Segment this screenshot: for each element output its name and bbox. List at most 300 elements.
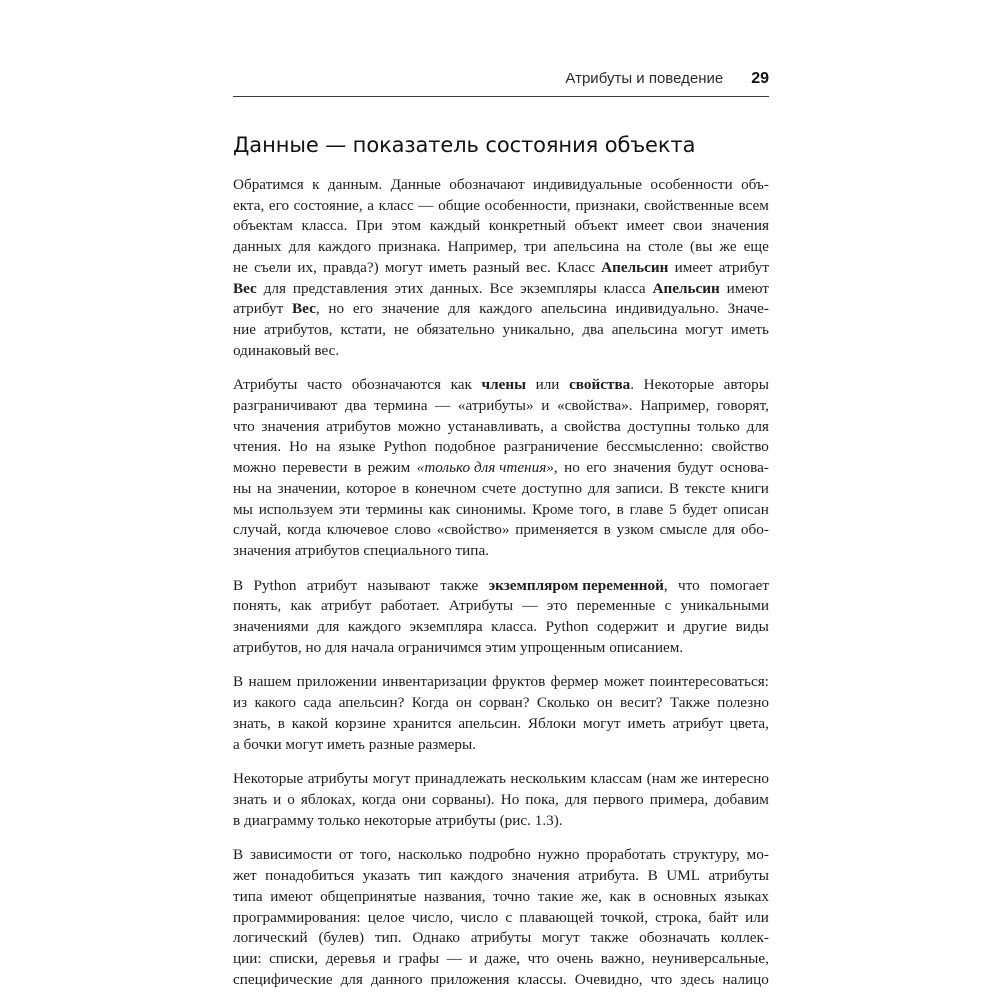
word: как <box>450 376 472 394</box>
text-line <box>233 735 769 756</box>
text-line <box>233 693 769 714</box>
text-line <box>233 790 769 811</box>
word: — <box>446 949 462 967</box>
word: В <box>647 867 658 885</box>
text-line <box>233 500 769 521</box>
word: или <box>745 908 769 926</box>
word: в <box>401 479 410 497</box>
word: целое <box>367 908 405 926</box>
word: же, <box>581 887 602 905</box>
word: счете <box>481 479 517 497</box>
word: даже, <box>484 949 521 967</box>
word: специального <box>363 541 456 559</box>
word: конкретный <box>488 217 566 235</box>
text-line <box>233 320 769 341</box>
word: (нам <box>646 770 677 788</box>
word: общие <box>438 196 481 214</box>
word: данных. <box>430 279 483 297</box>
word: что <box>678 576 700 594</box>
word: сорваны). <box>431 790 495 808</box>
word: значение <box>381 300 440 318</box>
word: доступны <box>627 417 691 435</box>
word: свойственные <box>643 196 734 214</box>
word: фермер <box>550 673 599 691</box>
word: данного <box>370 970 423 988</box>
word: фруктов <box>492 673 546 691</box>
word: того, <box>579 500 611 518</box>
word: каждого <box>450 867 504 885</box>
word: примера, <box>649 790 709 808</box>
paragraph <box>233 175 769 361</box>
word: могут <box>372 770 411 788</box>
word: данных <box>233 238 282 256</box>
word: В <box>233 576 244 594</box>
word: могут <box>384 258 423 276</box>
word: он <box>455 694 472 712</box>
word: апельсина <box>553 238 620 256</box>
word: признака. <box>378 238 441 256</box>
word: точкой, <box>600 908 648 926</box>
word: которое <box>346 479 397 497</box>
word: байт <box>708 908 738 926</box>
word: объект <box>574 217 618 235</box>
paragraph <box>233 375 769 561</box>
word: класс <box>378 196 414 214</box>
word: добавим <box>714 790 769 808</box>
word: атрибутов <box>294 541 364 559</box>
word: как <box>290 597 312 615</box>
word: обозначаются <box>351 376 441 394</box>
word: можно <box>233 459 277 477</box>
word: тип. <box>374 929 402 947</box>
word: экземпляром переменной, <box>488 576 668 594</box>
paragraph <box>233 845 769 990</box>
word: для <box>263 279 286 297</box>
word: каждого <box>479 300 533 318</box>
word: главе <box>629 500 664 518</box>
word: переменные <box>576 597 656 615</box>
word: слово <box>394 521 431 539</box>
word: специфические <box>233 970 333 988</box>
word: в <box>603 521 611 539</box>
word: какой <box>291 714 328 732</box>
word: признаки, <box>575 196 640 214</box>
word: имеют <box>726 279 769 297</box>
word: ны <box>233 479 252 497</box>
word: основа- <box>719 459 769 477</box>
word: термина <box>374 397 428 415</box>
word: коллек- <box>720 929 769 947</box>
word: имеет <box>626 217 665 235</box>
text-line <box>233 299 769 320</box>
word: классам <box>590 770 643 788</box>
text-line <box>233 714 769 735</box>
word: «атрибуты» <box>457 397 534 415</box>
word: имеет <box>674 258 713 276</box>
word: не <box>233 258 248 276</box>
text-line <box>233 541 769 562</box>
word: для <box>746 417 769 435</box>
word: приложении <box>296 673 377 691</box>
text-line <box>233 908 769 929</box>
word: бессмысленно: <box>606 438 704 456</box>
word: — <box>418 196 434 214</box>
word: и <box>469 949 478 967</box>
text-line <box>233 866 769 887</box>
word: обязательно <box>416 320 495 338</box>
word: Например, <box>640 397 710 415</box>
text-line <box>233 638 769 659</box>
word: здесь <box>680 970 715 988</box>
word: уникально, <box>502 320 575 338</box>
word: вес. <box>526 258 551 276</box>
word: а <box>233 735 244 753</box>
text-line <box>233 458 769 479</box>
word: нескольким <box>510 770 587 788</box>
word: в <box>638 887 646 905</box>
paragraph <box>233 769 769 831</box>
word: уникальными <box>680 597 769 615</box>
word: для <box>324 638 352 656</box>
word: очень <box>556 949 594 967</box>
word: устанавливать, <box>447 417 544 435</box>
word: «только для чтения», <box>416 459 558 477</box>
word: В <box>233 673 244 691</box>
word: столе <box>648 238 683 256</box>
word: Python <box>545 618 589 636</box>
word: Но <box>289 438 308 456</box>
word: на <box>626 238 642 256</box>
word: этих <box>394 279 424 297</box>
word: апельсин. <box>458 714 522 732</box>
word: атрибутов, <box>263 320 333 338</box>
word: класса <box>603 279 646 297</box>
word: списки, <box>269 949 319 967</box>
word: основных <box>653 887 717 905</box>
word: зависимости <box>250 846 333 864</box>
word: налицо <box>722 970 769 988</box>
word: обо- <box>740 521 769 539</box>
word: особенности, <box>484 196 571 214</box>
text-line <box>233 576 769 597</box>
word: и <box>541 397 550 415</box>
word: В <box>233 846 244 864</box>
word: для <box>564 790 588 808</box>
text-line <box>233 258 769 279</box>
word: проработать <box>586 846 666 864</box>
word: инвентаризации <box>382 673 487 691</box>
word: о <box>287 790 295 808</box>
word: — <box>522 597 538 615</box>
word: описанием. <box>609 638 684 656</box>
word: бочки <box>243 735 286 753</box>
word: диаграмму <box>243 811 318 829</box>
word: UML <box>666 867 700 885</box>
word: для <box>317 618 340 636</box>
word: атрибут <box>320 597 372 615</box>
word: а <box>550 417 558 435</box>
word: (рис. <box>499 811 535 829</box>
text-line <box>233 769 769 790</box>
word: на <box>315 438 331 456</box>
word: не <box>393 320 409 338</box>
word: того, <box>359 846 392 864</box>
word: что <box>650 970 673 988</box>
word: для <box>448 300 471 318</box>
word: 1.3). <box>534 811 563 829</box>
word: нужно <box>537 846 580 864</box>
word: общепринятые <box>320 887 417 905</box>
word: его <box>352 300 374 318</box>
word: могут <box>685 320 723 338</box>
word: некоторые <box>364 811 436 829</box>
word: атрибут <box>306 576 358 594</box>
word: класса. <box>491 618 537 636</box>
word: к <box>312 176 320 193</box>
text-line <box>233 437 769 458</box>
word: апельсина <box>541 300 607 318</box>
text-line <box>233 970 769 991</box>
word: но <box>328 300 345 318</box>
word: два <box>582 320 604 338</box>
word: точно <box>493 887 531 905</box>
word: для <box>587 479 611 497</box>
word: указать <box>362 867 411 885</box>
word: знать <box>233 790 268 808</box>
word: применяется <box>515 521 598 539</box>
word: яблоках, <box>300 790 356 808</box>
word: содержит <box>597 618 659 636</box>
word: Некоторые <box>643 376 714 394</box>
paragraph <box>233 672 769 755</box>
word: Апельсин <box>601 258 669 276</box>
running-header-title: Атрибуты и поведение <box>565 70 724 87</box>
word: екта, <box>233 196 265 214</box>
word: типа <box>233 887 263 905</box>
word: атрибута. <box>578 867 640 885</box>
word: При <box>355 217 383 235</box>
word: апельсин? <box>338 694 405 712</box>
book-page <box>233 70 769 1004</box>
word: могут <box>541 929 580 947</box>
word: приложения <box>430 970 510 988</box>
word: экземпляры <box>520 279 597 297</box>
word: одинаковый <box>233 341 315 359</box>
word: понадобиться <box>265 867 355 885</box>
word: для <box>340 970 363 988</box>
word: значения <box>711 217 769 235</box>
word: цвета, <box>729 714 769 732</box>
word: Значе- <box>727 300 769 318</box>
text-line <box>233 949 769 970</box>
text-line <box>233 887 769 908</box>
word: в <box>616 500 624 518</box>
word: чтения. <box>233 438 282 456</box>
word: Когда <box>411 694 449 712</box>
word: экземпляра <box>409 618 483 636</box>
text-line <box>233 845 769 866</box>
word: полезно <box>717 694 769 712</box>
word: каждого <box>347 618 402 636</box>
word: будут <box>677 459 714 477</box>
word: атрибут <box>672 714 723 732</box>
text-line <box>233 520 769 541</box>
word: свои <box>672 217 703 235</box>
word: жет <box>233 867 257 885</box>
word: (вы <box>690 238 713 256</box>
word: книги <box>730 479 769 497</box>
word: подробно <box>469 846 531 864</box>
word: графы <box>398 949 440 967</box>
word: ключевое <box>326 521 389 539</box>
word: с <box>505 908 513 926</box>
word: используем <box>258 500 334 518</box>
word: режим <box>367 459 411 477</box>
word: и <box>666 618 675 636</box>
word: сада <box>303 694 332 712</box>
word: атрибутов, <box>233 638 306 656</box>
word: тексте <box>684 479 726 497</box>
word: он <box>597 694 613 712</box>
text-line <box>233 237 769 258</box>
word: обозначать <box>639 929 710 947</box>
text-line <box>233 396 769 417</box>
text-line <box>233 375 769 396</box>
word: интересно <box>702 770 769 788</box>
word: три <box>523 238 547 256</box>
word: иметь <box>326 735 369 753</box>
word: кстати, <box>340 320 386 338</box>
word: класса. <box>301 217 348 235</box>
word: ции: <box>233 949 262 967</box>
word: Атрибуты <box>448 597 514 615</box>
word: атрибутов <box>326 417 391 435</box>
word: атрибут <box>233 300 284 318</box>
word: для <box>288 238 311 256</box>
word: Сколько <box>536 694 590 712</box>
word: пока, <box>525 790 559 808</box>
word: авторы <box>723 376 769 394</box>
word: только <box>317 811 365 829</box>
word: число <box>460 908 499 926</box>
word: эти <box>338 500 361 518</box>
word: доступно <box>521 479 583 497</box>
word: Класс <box>557 258 595 276</box>
word: говорят, <box>716 397 769 415</box>
text-line <box>233 596 769 617</box>
word: также <box>590 929 629 947</box>
word: помогает <box>709 576 769 594</box>
page-number: 29 <box>751 70 769 87</box>
word: но <box>564 459 580 477</box>
word: разные <box>368 735 418 753</box>
word: представления <box>292 279 388 297</box>
word: члены <box>481 376 526 394</box>
word: разный <box>473 258 520 276</box>
word: Python <box>383 438 427 456</box>
word: такие <box>537 887 574 905</box>
text-line <box>233 341 769 362</box>
word: в <box>353 459 362 477</box>
word: термины <box>366 500 423 518</box>
word: Яблоки <box>527 714 577 732</box>
word: этим <box>485 638 520 656</box>
word: они <box>401 790 426 808</box>
word: «свойства». <box>556 397 633 415</box>
word: но <box>305 638 325 656</box>
word: что <box>233 417 255 435</box>
word: записи. <box>615 479 664 497</box>
word: имеют <box>270 887 313 905</box>
word: значения <box>613 459 671 477</box>
word: значении, <box>277 479 341 497</box>
word: тип <box>418 867 442 885</box>
text-line <box>233 196 769 217</box>
word: его <box>586 459 607 477</box>
body-text <box>233 175 769 990</box>
word: нашем <box>248 673 292 691</box>
word: упрощенным <box>519 638 610 656</box>
word: программирования: <box>233 908 361 926</box>
word: особенности <box>650 176 733 193</box>
word: Все <box>489 279 514 297</box>
word: узком <box>616 521 654 539</box>
word: (булев) <box>318 929 365 947</box>
word: его <box>268 196 290 214</box>
word: могут <box>582 714 621 732</box>
word: синонимы. <box>455 500 527 518</box>
word: или <box>535 376 560 394</box>
word: иметь <box>627 714 666 732</box>
word: атрибут <box>718 258 769 276</box>
word: важно, <box>600 949 645 967</box>
word: может <box>603 673 645 691</box>
word: можно <box>397 417 441 435</box>
text-line <box>233 479 769 500</box>
word: Также <box>669 694 710 712</box>
word: описан <box>723 500 769 518</box>
word: классы. <box>517 970 567 988</box>
word: также <box>440 576 479 594</box>
word: знать, <box>233 714 271 732</box>
word: строка, <box>655 908 702 926</box>
word: и <box>273 790 282 808</box>
section-heading: Данные — показатель состояния объекта <box>233 133 696 157</box>
word: Но <box>500 790 520 808</box>
word: Некоторые <box>233 770 304 788</box>
word: иметь <box>428 258 467 276</box>
word: Python <box>253 576 297 594</box>
word: объ- <box>741 176 769 193</box>
word: их, <box>297 258 317 276</box>
word: индивидуальные <box>533 176 642 193</box>
text-line <box>233 617 769 638</box>
word: атрибуты <box>307 770 369 788</box>
word: каждого <box>317 238 372 256</box>
word: свойства <box>564 417 621 435</box>
word: свойство <box>711 438 769 456</box>
word: атрибуты <box>435 811 500 829</box>
word: что <box>527 949 550 967</box>
word: этом <box>391 217 422 235</box>
word: Обратимся <box>233 176 304 193</box>
word: работает. <box>380 597 440 615</box>
word: деревья <box>325 949 376 967</box>
word: правда?) <box>323 258 379 276</box>
word: атрибуты <box>708 867 769 885</box>
word: Данные <box>390 176 441 193</box>
word: же <box>680 770 698 788</box>
